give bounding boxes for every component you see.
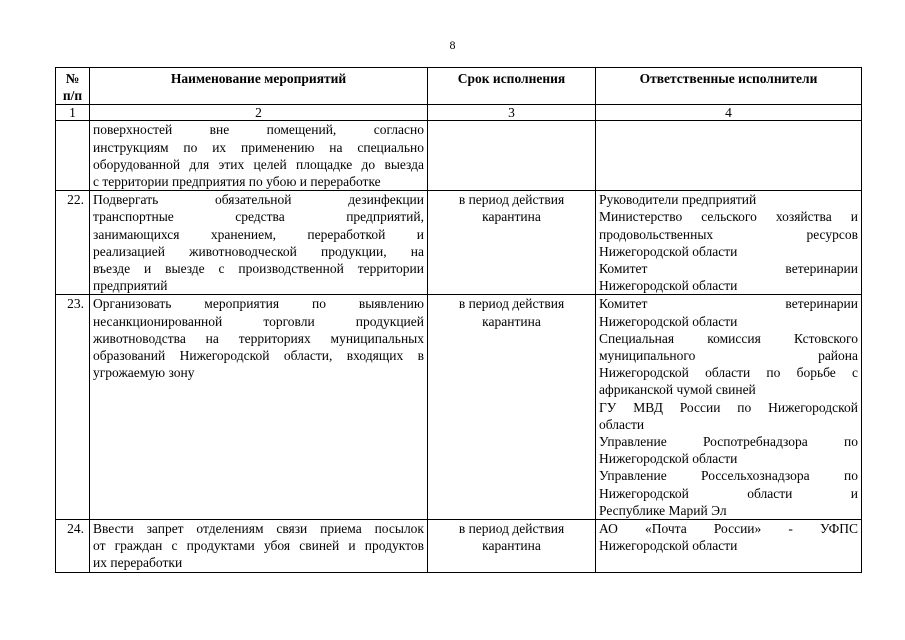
row-number: 23. bbox=[56, 295, 90, 520]
responsible-line: Республике Марий Эл bbox=[599, 502, 727, 518]
measure-name-line: от граждан с продуктами убоя свиней и продуктов bbox=[93, 538, 424, 554]
row-number: 24. bbox=[56, 520, 90, 573]
measure-name bbox=[90, 191, 428, 295]
page-number: 8 bbox=[449, 38, 456, 52]
row-number bbox=[56, 121, 90, 191]
term: в период действия карантина bbox=[428, 520, 596, 573]
measure-name-line: их переработки bbox=[93, 555, 183, 571]
measure-name-line: Ввести запрет отделениям связи приема посылок bbox=[93, 521, 424, 537]
measure-name-line: с территории предприятия по убою и переработке bbox=[93, 174, 381, 190]
measure-name-line: занимающихся хранением, переработкой и bbox=[93, 226, 424, 242]
responsible-line: Управление Россельхознадзора по bbox=[599, 468, 858, 484]
table-row bbox=[56, 520, 862, 573]
responsible-line: муниципального района bbox=[599, 348, 858, 364]
responsible-line: продовольственных ресурсов bbox=[599, 226, 858, 242]
header-name: Наименование мероприятий bbox=[90, 68, 428, 105]
measure-name-line: предприятий bbox=[93, 278, 168, 294]
table-row bbox=[56, 295, 862, 520]
responsible-line: ГУ МВД России по Нижегородской bbox=[599, 399, 858, 415]
responsible-line: АО «Почта России» - УФПС bbox=[599, 521, 858, 537]
measure-name-line: оборудованной для этих целей площадке до выезда bbox=[93, 156, 424, 172]
measures-table bbox=[55, 67, 862, 573]
column-index-row bbox=[56, 105, 862, 121]
table-header-row bbox=[56, 68, 862, 105]
table-row bbox=[56, 121, 862, 191]
index-cell: 4 bbox=[596, 105, 862, 121]
responsible-line: Руководители предприятий bbox=[599, 192, 757, 208]
term bbox=[428, 121, 596, 191]
responsible bbox=[596, 121, 862, 191]
row-number: 22. bbox=[56, 191, 90, 295]
responsible-line: Нижегородской области bbox=[599, 451, 738, 467]
header-term: Срок исполнения bbox=[428, 68, 596, 105]
measure-name bbox=[90, 295, 428, 520]
responsible-line: Комитет ветеринарии bbox=[599, 296, 858, 312]
measure-name-line: Подвергать обязательной дезинфекции bbox=[93, 192, 424, 208]
term: в период действия карантина bbox=[428, 191, 596, 295]
measure-name-line: въезде и выезде с производственной территории bbox=[93, 261, 424, 277]
responsible bbox=[596, 295, 862, 520]
responsible-line: Комитет ветеринарии bbox=[599, 261, 858, 277]
measure-name bbox=[90, 121, 428, 191]
responsible-line: Управление Роспотребнадзора по bbox=[599, 434, 858, 450]
index-cell: 1 bbox=[56, 105, 90, 121]
measure-name-line: животноводства на территориях муниципальных bbox=[93, 330, 424, 346]
table-row bbox=[56, 191, 862, 295]
measure-name-line: Организовать мероприятия по выявлению bbox=[93, 296, 424, 312]
responsible-line: Нижегородской области bbox=[599, 538, 738, 554]
responsible bbox=[596, 191, 862, 295]
measure-name-line: реализацией животноводческой продукции, на bbox=[93, 243, 424, 259]
responsible-line: африканской чумой свиней bbox=[599, 382, 756, 398]
responsible-line: Нижегородской области bbox=[599, 278, 738, 294]
index-cell: 3 bbox=[428, 105, 596, 121]
measure-name bbox=[90, 520, 428, 573]
measure-name-line: транспортные средства предприятий, bbox=[93, 209, 424, 225]
measure-name-line: угрожаемую зону bbox=[93, 365, 195, 381]
measure-name-line: несанкционированной торговли продукцией bbox=[93, 313, 424, 329]
measure-name-line: образований Нижегородской области, входящих в bbox=[93, 348, 424, 364]
responsible-line: области bbox=[599, 416, 645, 432]
responsible-line: Нижегородской области и bbox=[599, 485, 858, 501]
measure-name-line: поверхностей вне помещений, согласно bbox=[93, 122, 424, 138]
responsible-line: Нижегородской области по борьбе с bbox=[599, 365, 858, 381]
responsible-line: Специальная комиссия Кстовского bbox=[599, 330, 858, 346]
header-num: № п/п bbox=[56, 68, 90, 105]
responsible-line: Министерство сельского хозяйства и bbox=[599, 209, 858, 225]
measure-name-line: инструкциям по их применению на специально bbox=[93, 139, 424, 155]
responsible bbox=[596, 520, 862, 573]
term: в период действия карантина bbox=[428, 295, 596, 520]
responsible-line: Нижегородской области bbox=[599, 243, 738, 259]
index-cell: 2 bbox=[90, 105, 428, 121]
header-resp: Ответственные исполнители bbox=[596, 68, 862, 105]
responsible-line: Нижегородской области bbox=[599, 313, 738, 329]
